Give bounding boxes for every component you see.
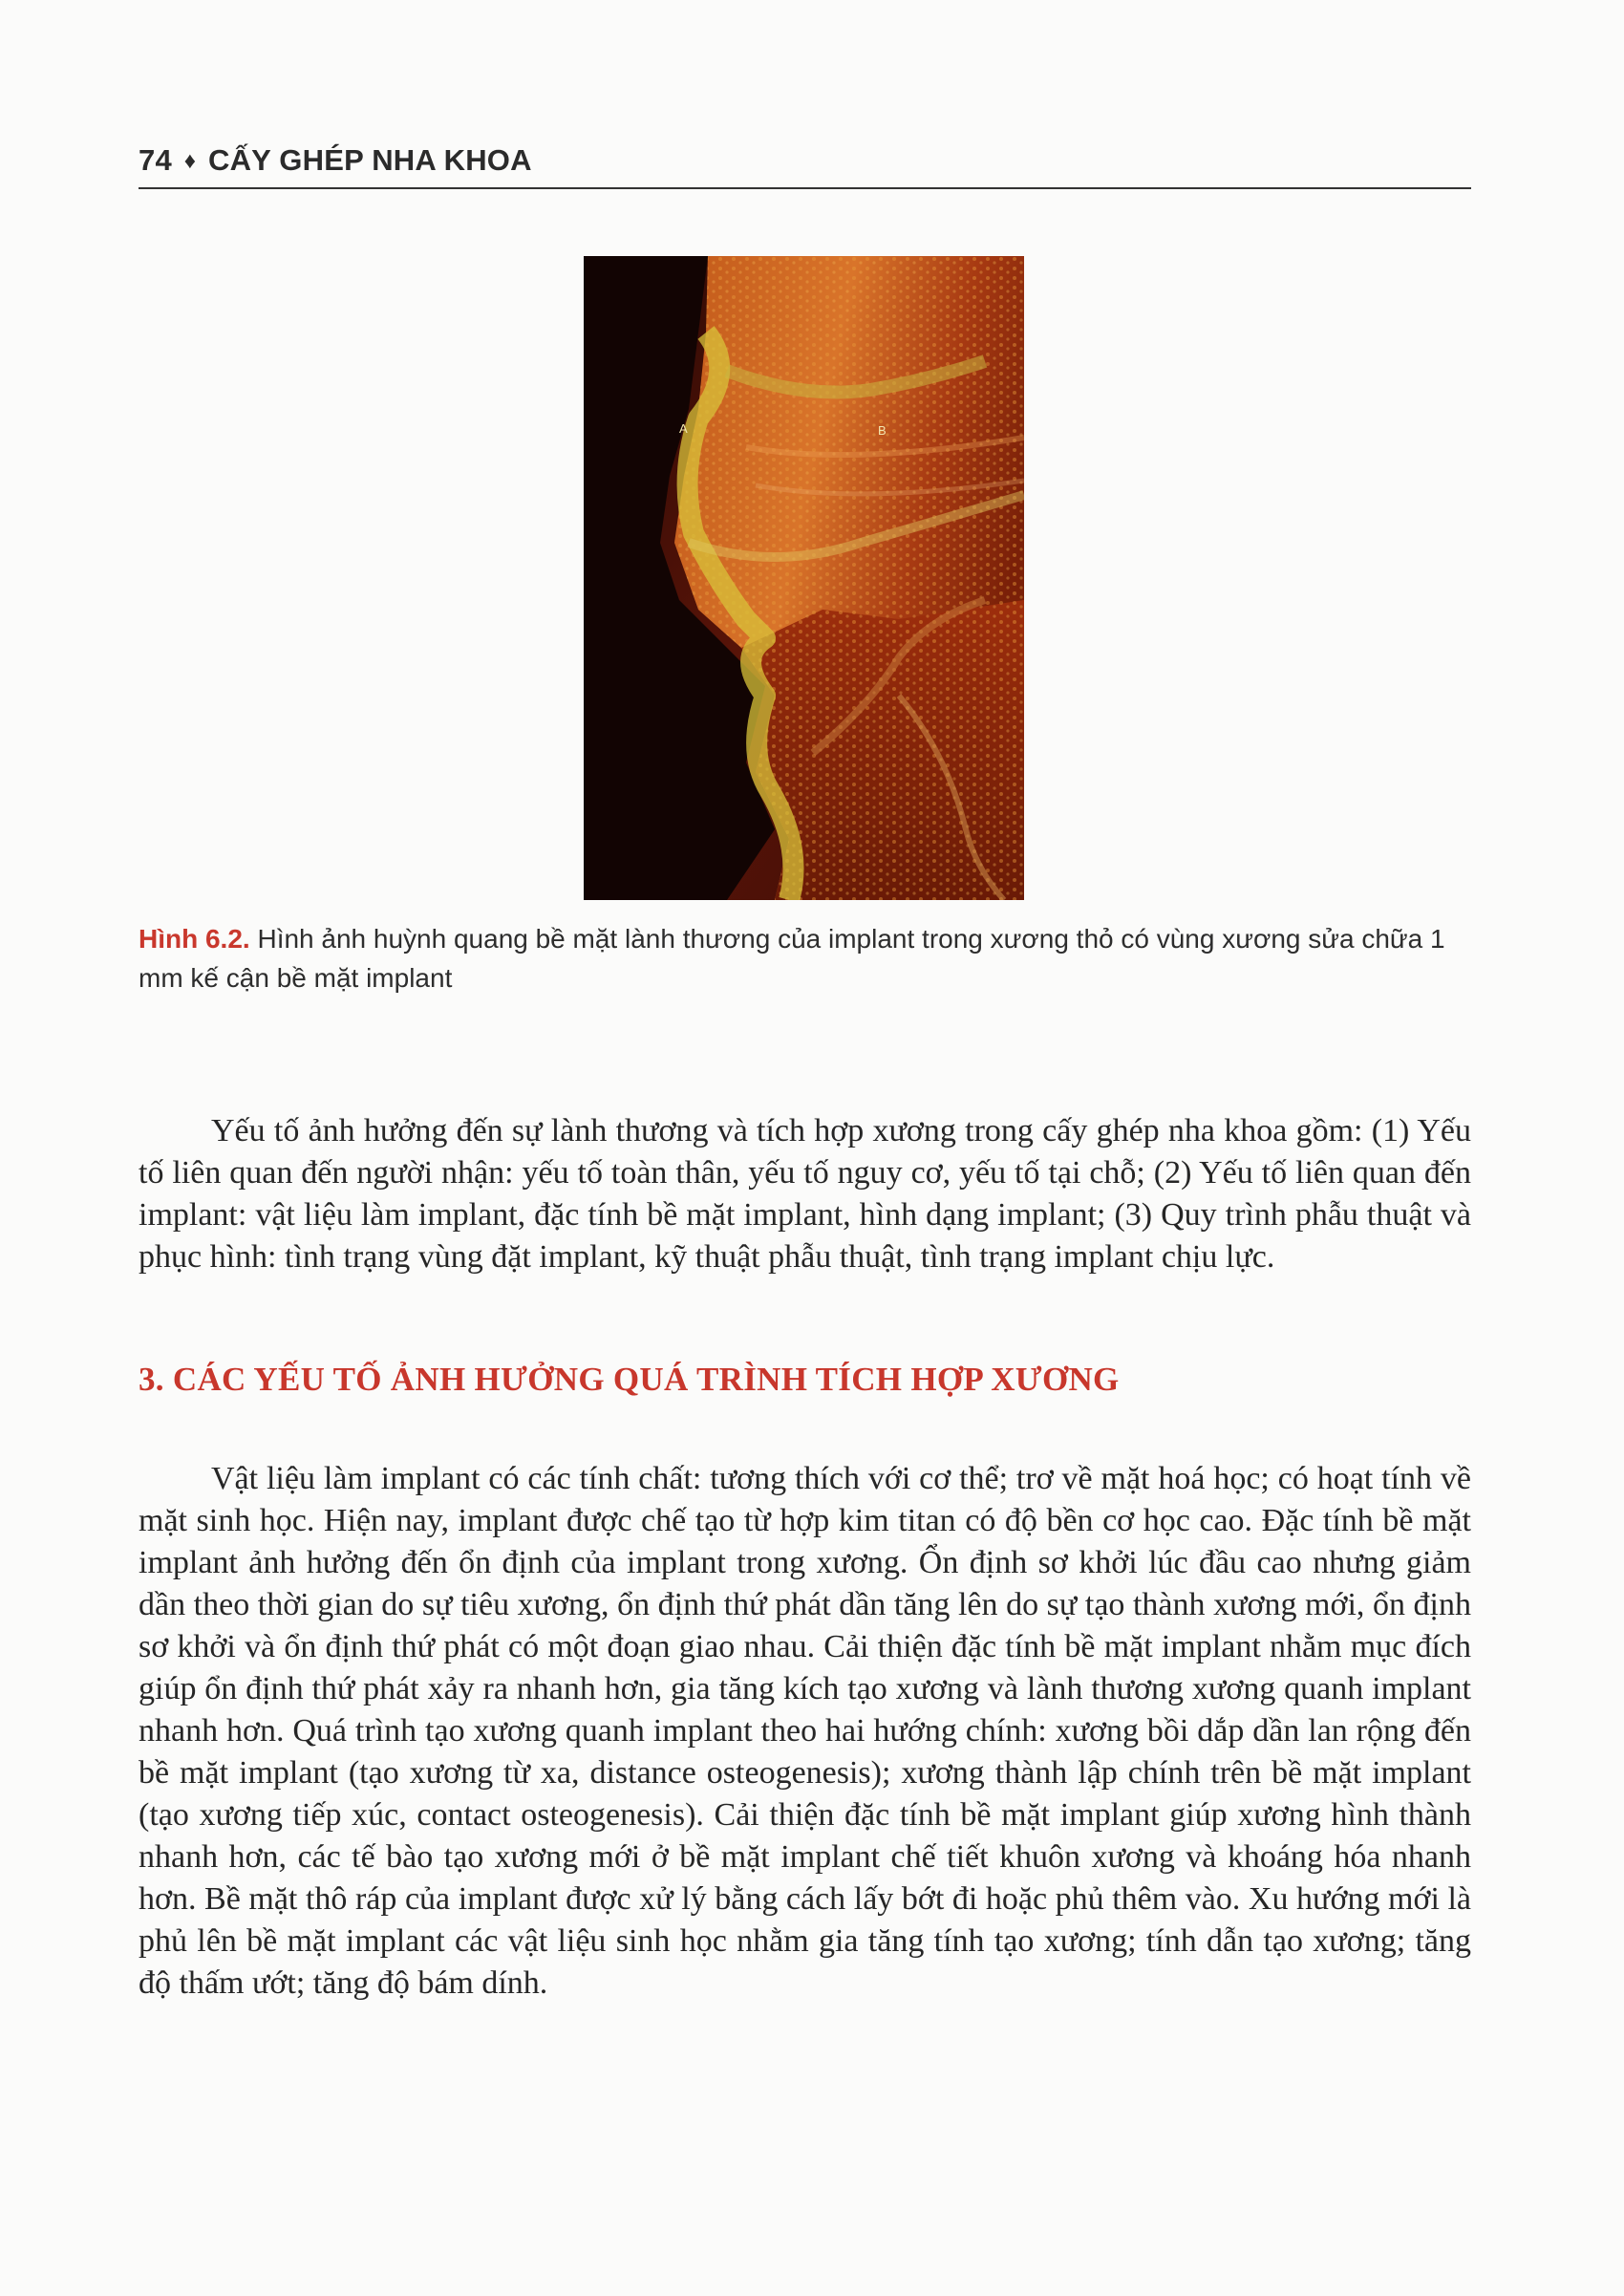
section-heading: 3. CÁC YẾU TỐ ẢNH HƯỞNG QUÁ TRÌNH TÍCH HỢP XƯƠNG <box>139 1361 1120 1398</box>
header-divider <box>139 187 1471 189</box>
running-header <box>139 143 1471 178</box>
caption-text: Hình ảnh huỳnh quang bề mặt lành thương của implant trong xương thỏ có vùng xương sửa chữa 1 mm kế cận bề mặt implant <box>139 924 1445 993</box>
book-title: CẤY GHÉP NHA KHOA <box>208 143 532 177</box>
micrograph-image <box>584 256 1024 900</box>
marker-b: B <box>878 423 887 438</box>
paragraph-implant-materials: Vật liệu làm implant có các tính chất: tương thích với cơ thể; trơ về mặt hoá học; có hoạt tính về mặt sinh học. Hiện nay, implant được chế tạo từ hợp kim titan có độ bền cơ học cao. Đặc tính bề mặt implant ảnh hưởng đến ổn định của implant trong xương. Ổn định sơ khởi lúc đầu cao nhưng giảm dần theo thời gian do sự tiêu xương, ổn định thứ phát dần tăng lên do sự tạo thành xương mới, ổn định sơ khởi và ổn định thứ phát có một đoạn giao nhau. Cải thiện đặc tính bề mặt implant nhằm mục đích giúp ổn định thứ phát xảy ra nhanh hơn, gia tăng kích tạo xương và lành thương xương quanh implant nhanh hơn. Quá trình tạo xương quanh implant theo hai hướng chính: xương bồi dắp dần lan rộng đến bề mặt implant (tạo xương từ xa, distance osteogenesis); xương thành lập chính trên bề mặt implant (tạo xương tiếp xúc, contact osteogenesis). Cải thiện đặc tính bề mặt implant giúp xương hình thành nhanh hơn, các tế bào tạo xương mới ở bề mặt implant chế tiết khuôn xương và khoáng hóa nhanh hơn. Bề mặt thô ráp của implant được xử lý bằng cách lấy bớt đi hoặc phủ thêm vào. Xu hướng mới là phủ lên bề mặt implant các vật liệu sinh học nhằm gia tăng tính tạo xương; tính dẫn tạo xương; tăng độ thấm ướt; tăng độ bám dính. <box>139 1461 1471 2001</box>
fluorescence-micrograph <box>584 256 1024 900</box>
figure-caption <box>139 919 1471 998</box>
page-number: 74 <box>139 143 172 177</box>
caption-label: Hình 6.2. <box>139 924 250 954</box>
marker-a: A <box>679 421 688 436</box>
paragraph-factors-overview: Yếu tố ảnh hưởng đến sự lành thương và tích hợp xương trong cấy ghép nha khoa gồm: (1) Yếu tố liên quan đến người nhận: yếu tố toàn thân, yếu tố nguy cơ, yếu tố tại chỗ; (2) Yếu tố liên quan đến implant: vật liệu làm implant, đặc tính bề mặt implant, hình dạng implant; (3) Quy trình phẫu thuật và phục hình: tình trạng vùng đặt implant, kỹ thuật phẫu thuật, tình trạng implant chịu lực. <box>139 1113 1471 1275</box>
diamond-separator-icon: ♦ <box>183 148 197 174</box>
